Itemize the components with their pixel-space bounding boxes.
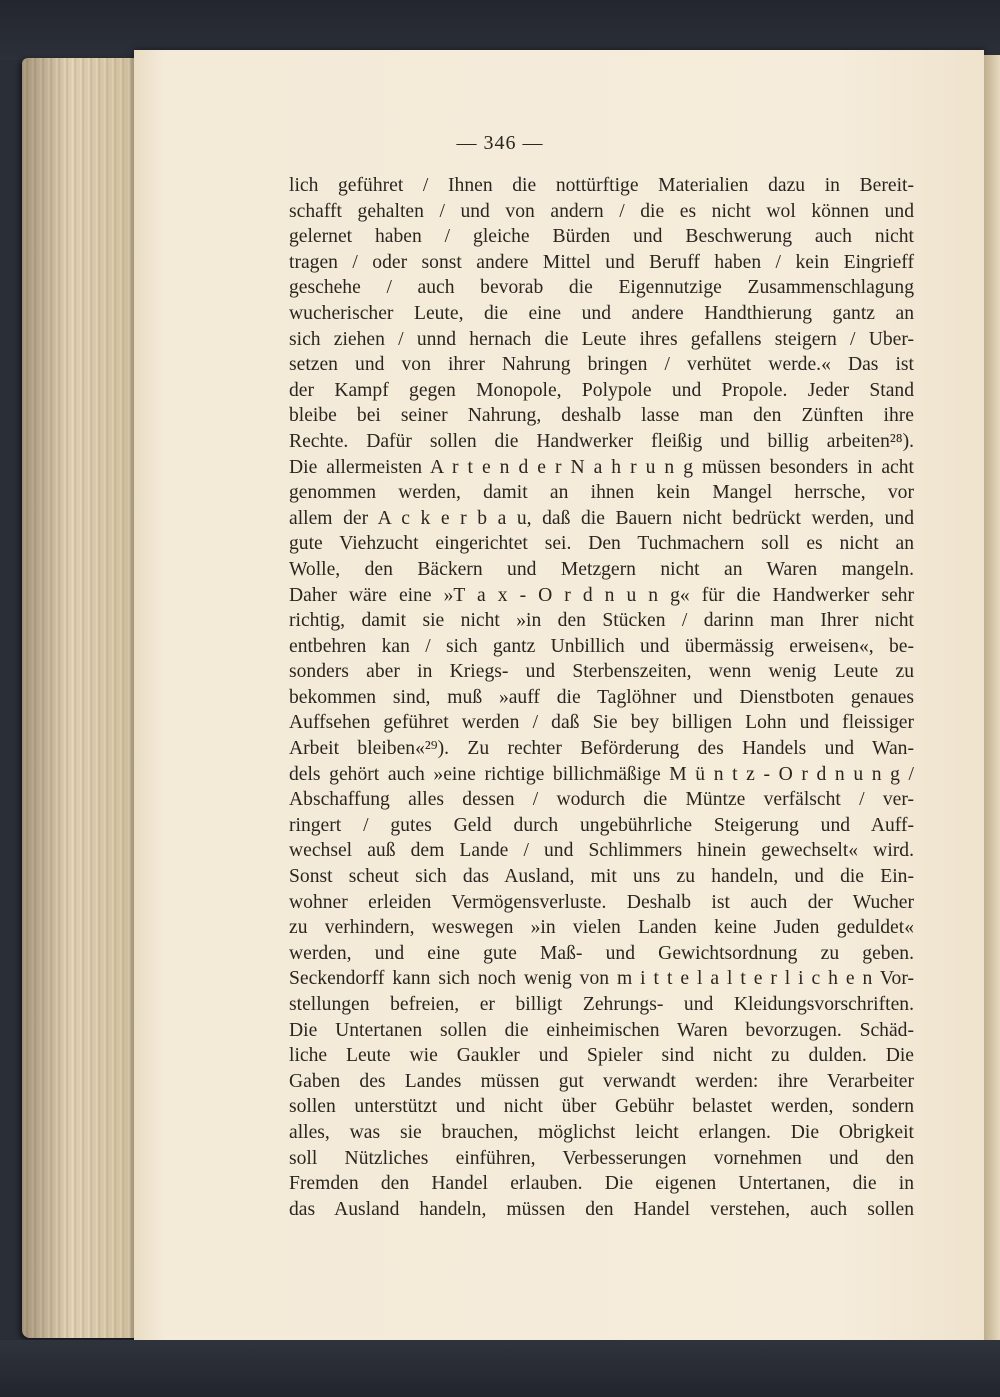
page-body-text: [289, 173, 914, 1222]
text-line: Auffsehen geführet werden / daß Sie bey billigen Lohn und fleissiger: [289, 712, 914, 734]
text-line: Die Untertanen sollen die einheimischen Waren bevorzugen. Schäd-: [289, 1019, 914, 1041]
text-line: soll Nützliches einführen, Verbesserungen vornehmen und den: [289, 1147, 914, 1169]
text-line: gute Viehzucht eingerichtet sei. Den Tuchmachern soll es nicht an: [289, 533, 914, 555]
text-line: entbehren kan / sich gantz Unbillich und übermässig erweisen«, be-: [289, 635, 914, 657]
text-line: Daher wäre eine »T a x - O r d n u n g« für die Handwerker sehr: [289, 584, 914, 606]
text-line: schafft gehalten / und von andern / die es nicht wol können und: [289, 200, 914, 222]
text-line: wechsel auß dem Lande / und Schlimmers hinein gewechselt« wird.: [289, 840, 914, 862]
scan-background-bottom: [0, 1340, 1000, 1397]
text-line: wohner erleiden Vermögensverluste. Deshalb ist auch der Wucher: [289, 891, 914, 913]
facing-page-edge: [984, 55, 1000, 1345]
text-line: Gaben des Landes müssen gut verwandt werden: ihre Verarbeiter: [289, 1070, 914, 1092]
text-line: gelernet haben / gleiche Bürden und Beschwerung auch nicht: [289, 226, 914, 248]
text-line: dels gehört auch »eine richtige billichmäßige M ü n t z - O r d n u n g /: [289, 763, 914, 785]
text-line: allem der A c k e r b a u, daß die Bauern nicht bedrückt werden, und: [289, 507, 914, 529]
text-line: Rechte. Dafür sollen die Handwerker fleißig und billig arbeiten²⁸).: [289, 430, 914, 452]
text-line: Wolle, den Bäckern und Metzgern nicht an Waren mangeln.: [289, 558, 914, 580]
text-line: Fremden den Handel erlauben. Die eigenen Untertanen, die in: [289, 1173, 914, 1195]
text-line: Abschaffung alles dessen / wodurch die Müntze verfälscht / ver-: [289, 789, 914, 811]
text-line: sich ziehen / unnd hernach die Leute ihres gefallens steigern / Uber-: [289, 328, 914, 350]
text-line: sonders aber in Kriegs- und Sterbenszeiten, wenn wenig Leute zu: [289, 661, 914, 683]
text-line: das Ausland handeln, müssen den Handel verstehen, auch sollen: [289, 1198, 914, 1220]
text-line: Arbeit bleiben«²⁹). Zu rechter Beförderung des Handels und Wan-: [289, 738, 914, 760]
text-line: wucherischer Leute, die eine und andere Handthierung gantz an: [289, 302, 914, 324]
text-line: setzen und von ihrer Nahrung bringen / verhütet werde.« Das ist: [289, 354, 914, 376]
text-line: richtig, damit sie nicht »in den Stücken / darinn man Ihrer nicht: [289, 610, 914, 632]
text-line: der Kampf gegen Monopole, Polypole und Propole. Jeder Stand: [289, 379, 914, 401]
text-line: tragen / oder sonst andere Mittel und Beruff haben / kein Eingrieff: [289, 251, 914, 273]
text-line: alles, was sie brauchen, möglichst leicht erlangen. Die Obrigkeit: [289, 1121, 914, 1143]
text-line: bekommen sind, muß »auff die Taglöhner und Dienstboten genaues: [289, 686, 914, 708]
text-line: liche Leute wie Gaukler und Spieler sind nicht zu dulden. Die: [289, 1045, 914, 1067]
text-line: sollen unterstützt und nicht über Gebühr belastet werden, sondern: [289, 1096, 914, 1118]
text-line: Die allermeisten A r t e n d e r N a h r u n g müssen besonders in acht: [289, 456, 914, 478]
text-line: werden, und eine gute Maß- und Gewichtsordnung zu geben.: [289, 942, 914, 964]
text-line: Sonst scheut sich das Ausland, mit uns zu handeln, und die Ein-: [289, 866, 914, 888]
text-line: genommen werden, damit an ihnen kein Mangel herrsche, vor: [289, 482, 914, 504]
text-line: bleibe bei seiner Nahrung, deshalb lasse man den Zünften ihre: [289, 405, 914, 427]
stacked-page-edges: [22, 58, 142, 1338]
text-line: stellungen befreien, er billigt Zehrungs- und Kleidungsvorschriften.: [289, 994, 914, 1015]
text-line: lich geführet / Ihnen die nottürftige Materialien dazu in Bereit-: [289, 175, 914, 196]
text-line: ringert / gutes Geld durch ungebührliche Steigerung und Auff-: [289, 814, 914, 836]
text-line: zu verhindern, weswegen »in vielen Landen keine Juden geduldet«: [289, 917, 914, 939]
text-line: geschehe / auch bevorab die Eigennutzige Zusammenschlagung: [289, 277, 914, 299]
text-line: Seckendorff kann sich noch wenig von m i t t e l a l t e r l i c h e n Vor-: [289, 968, 914, 990]
page-number: — 346 —: [456, 132, 544, 154]
